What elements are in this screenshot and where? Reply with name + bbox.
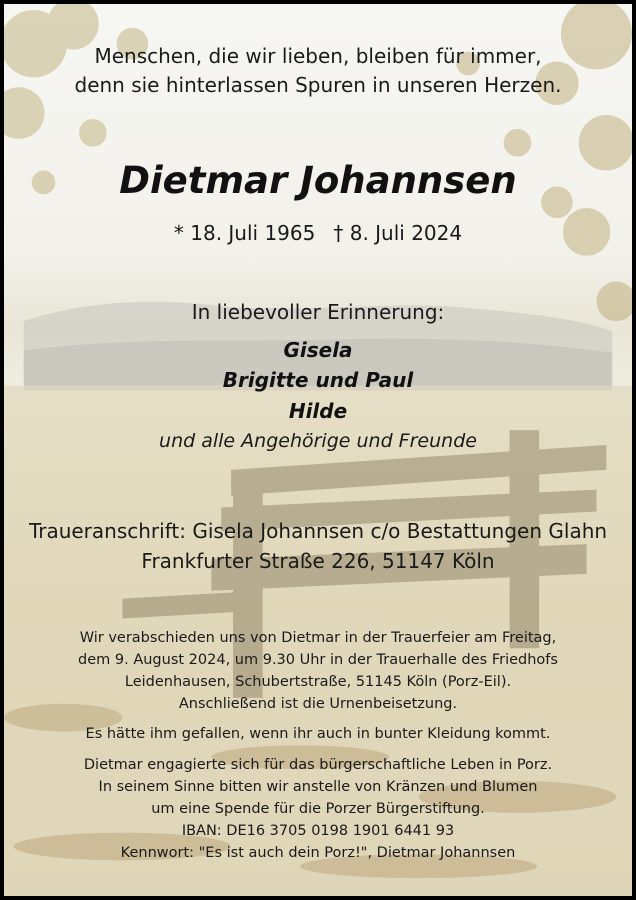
ceremony-line-4: Anschließend ist die Urnenbeisetzung. — [178, 696, 458, 712]
ceremony-line-1: Wir verabschieden uns von Dietmar in der Trauerfeier am Freitag, — [79, 630, 557, 646]
ceremony-line-2: dem 9. August 2024, um 9.30 Uhr in der Trauerhalle des Friedhofs — [78, 652, 558, 668]
quote-line-2: denn sie hinterlassen Spuren in unseren Herzen. — [74, 73, 562, 97]
quote-line-1: Menschen, die wir lieben, bleiben für immer, — [94, 44, 542, 68]
mourner-2: Brigitte und Paul — [222, 368, 414, 392]
donation-line-2: In seinem Sinne bitten wir anstelle von Kränzen und Blumen — [98, 779, 538, 795]
dress-note: Es hätte ihm gefallen, wenn ihr auch in bunter Kleidung kommt. — [85, 726, 551, 742]
address-line-1: Traueranschrift: Gisela Johannsen c/o Bestattungen Glahn — [28, 519, 608, 543]
deceased-name: Dietmar Johannsen — [119, 159, 517, 202]
donation-line-1: Dietmar engagierte sich für das bürgerschaftliche Leben in Porz. — [83, 757, 553, 773]
donation-iban: IBAN: DE16 3705 0198 1901 6441 93 — [181, 823, 455, 839]
death-date: † 8. Juli 2024 — [333, 221, 463, 245]
address-line-2: Frankfurter Straße 226, 51147 Köln — [141, 549, 495, 573]
life-dates — [4, 221, 632, 245]
mourner-3: Hilde — [288, 399, 348, 423]
mourner-1: Gisela — [283, 338, 353, 362]
donation-keyword: Kennwort: "Es ist auch dein Porz!", Dietmar Johannsen — [120, 845, 516, 861]
memory-heading: In liebevoller Erinnerung: — [191, 300, 445, 324]
donation-line-3: um eine Spende für die Porzer Bürgerstiftung. — [151, 801, 485, 817]
notice-text-area — [4, 4, 632, 896]
ceremony-line-3: Leidenhausen, Schubertstraße, 51145 Köln (Porz-Eil). — [124, 674, 512, 690]
birth-date: * 18. Juli 1965 — [173, 221, 316, 245]
mourners-rest: und alle Angehörige und Freunde — [159, 430, 477, 452]
